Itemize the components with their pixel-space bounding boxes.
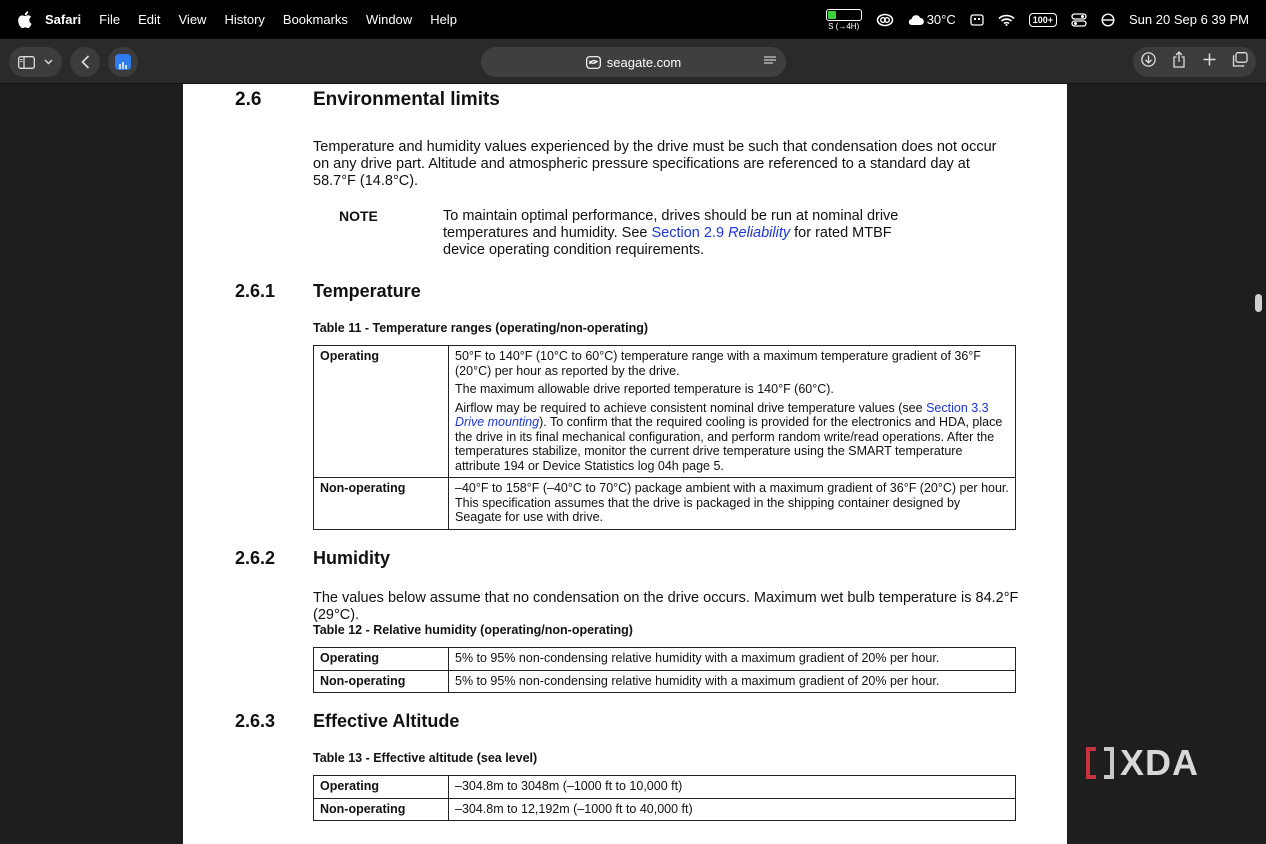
creative-cloud-icon[interactable] [876,13,894,27]
site-favicon-icon [586,56,601,69]
battery-percent[interactable]: 100+ [1029,13,1057,27]
note-text-after: for rated MTBF device operating condition requirements. [443,225,892,258]
temperature-title: Temperature [313,281,421,301]
humidity-title: Humidity [313,548,391,568]
drive-mounting-link-italic: Drive mounting [455,415,540,429]
altitude-non-operating-key: Non-operating [314,798,449,821]
menu-history[interactable]: History [224,12,265,27]
safari-toolbar [0,39,1266,84]
reader-icon[interactable] [764,54,776,69]
reliability-link-italic: Reliability [728,225,791,241]
menu-window[interactable]: Window [365,12,413,27]
altitude-non-operating-value: –304.8m to 12,192m (–1000 ft to 40,000 ft) [449,798,1016,821]
battery-status[interactable] [826,9,862,31]
intro-paragraph: Temperature and humidity values experienced by the drive must be such that condensation does not occur on any drive part. Altitude and atmospheric pressure specifications are referenced to a standard day at 58.7°F (14.8°C). [313,139,997,189]
non-operating-key: Non-operating [314,478,449,530]
reliability-link-text: Section 2.9 [651,225,729,241]
table-row [314,648,1016,671]
sidebar-toggle-button[interactable] [9,47,62,77]
url-text: seagate.com [606,54,682,70]
operating-range: 50°F to 140°F (10°C to 60°C) temperature range with a maximum temperature gradient of 36°F (20°C) per hour as reported by the drive. [455,349,981,378]
section-title: Environmental limits [313,89,500,110]
humidity-operating-key: Operating [314,648,449,671]
table-row [314,798,1016,821]
xda-text: XDA [1120,742,1200,783]
airflow-note [455,401,1009,474]
table-row [314,346,1016,478]
table-row [314,670,1016,693]
clock[interactable]: Sun 20 Sep 6 39 PM [1129,12,1249,27]
menu-view[interactable]: View [178,12,207,27]
note-text [443,208,913,259]
temperature-number: 2.6.1 [235,281,276,301]
humidity-intro: The values below assume that no condensation on the drive occurs. Maximum wet bulb temperature is 84.2°F (29°C). [313,590,1019,623]
airflow-before: Airflow may be required to achieve consistent nominal drive temperature values (see [455,400,927,415]
airflow-after: ). To confirm that the required cooling is provided for the electronics and HDA, place the drive in its final mechanical configuration, and perform random write/read operations. After the temperatures stabilize, monitor the current drive temperature using the SMART temperature attribute 194 or Device Statistics log 04h page 5. [455,415,1003,473]
humidity-non-operating-key: Non-operating [314,670,449,693]
sidebar-icon [18,56,35,69]
status-area [812,0,1249,39]
table-row [314,776,1016,799]
wifi-icon[interactable] [998,14,1015,26]
chevron-left-icon [81,55,90,69]
focus-icon[interactable] [1101,13,1115,27]
menu-help[interactable]: Help [430,12,457,27]
back-button[interactable] [70,47,100,77]
scrollbar[interactable] [1253,84,1264,844]
table-11-caption: Table 11 - Temperature ranges (operating/non-operating) [313,321,649,335]
section-number: 2.6 [235,89,262,110]
note-text-before: To maintain optimal performance, drives should be run at nominal drive temperatures and humidity. See [443,208,899,241]
table-13-caption: Table 13 - Effective altitude (sea level) [313,751,538,765]
share-icon[interactable] [1172,51,1186,73]
control-center-icon[interactable] [1071,13,1087,27]
humidity-number: 2.6.2 [235,548,276,568]
menu-file[interactable]: File [99,12,121,27]
new-tab-icon[interactable] [1203,53,1216,71]
max-temp: The maximum allowable drive reported temperature is 140°F (60°C). [455,382,834,396]
extension-button[interactable] [108,47,138,77]
table-12-caption: Table 12 - Relative humidity (operating/non-operating) [313,623,633,637]
menu-edit[interactable]: Edit [138,12,161,27]
xda-watermark [1086,742,1199,784]
cloud-icon [908,14,924,25]
scrollbar-thumb[interactable] [1255,294,1262,312]
temperature-table [313,345,1016,530]
apple-menu-icon[interactable] [13,9,35,31]
battery-label: S (→4H) [828,21,860,31]
altitude-table [313,775,1016,821]
xda-logo-icon [1086,746,1114,780]
non-operating-value: –40°F to 158°F (–40°C to 70°C) package ambient with a maximum gradient of 36°F (20°C) per hour. This specification assumes that the drive is packaged in the shipping container designed by Seagate for use with drive. [449,478,1016,530]
note-label: NOTE [339,208,378,224]
altitude-title: Effective Altitude [313,711,460,731]
keyboard-icon[interactable] [970,14,984,26]
chevron-down-icon [44,59,53,65]
extension-icon [115,54,131,70]
humidity-operating-value: 5% to 95% non-condensing relative humidity with a maximum gradient of 20% per hour. [449,648,1016,671]
weather-widget[interactable] [908,12,956,27]
toolbar-actions [1133,47,1256,77]
tab-overview-icon[interactable] [1232,52,1248,72]
reliability-link[interactable] [651,225,790,241]
drive-mounting-link-text: Section 3.3 [926,400,989,415]
weather-temp: 30°C [926,12,956,27]
altitude-number: 2.6.3 [235,711,276,731]
operating-key: Operating [314,346,449,478]
operating-value [449,346,1016,478]
menu-safari[interactable]: Safari [45,12,82,27]
humidity-non-operating-value: 5% to 95% non-condensing relative humidity with a maximum gradient of 20% per hour. [449,670,1016,693]
altitude-operating-key: Operating [314,776,449,799]
address-bar[interactable] [481,47,786,77]
altitude-operating-value: –304.8m to 3048m (–1000 ft to 10,000 ft) [449,776,1016,799]
downloads-icon[interactable] [1141,52,1156,72]
humidity-table [313,647,1016,693]
menu-bookmarks[interactable]: Bookmarks [282,12,348,27]
menu-bar [0,0,1266,39]
pdf-page [183,84,1067,844]
table-row [314,478,1016,530]
